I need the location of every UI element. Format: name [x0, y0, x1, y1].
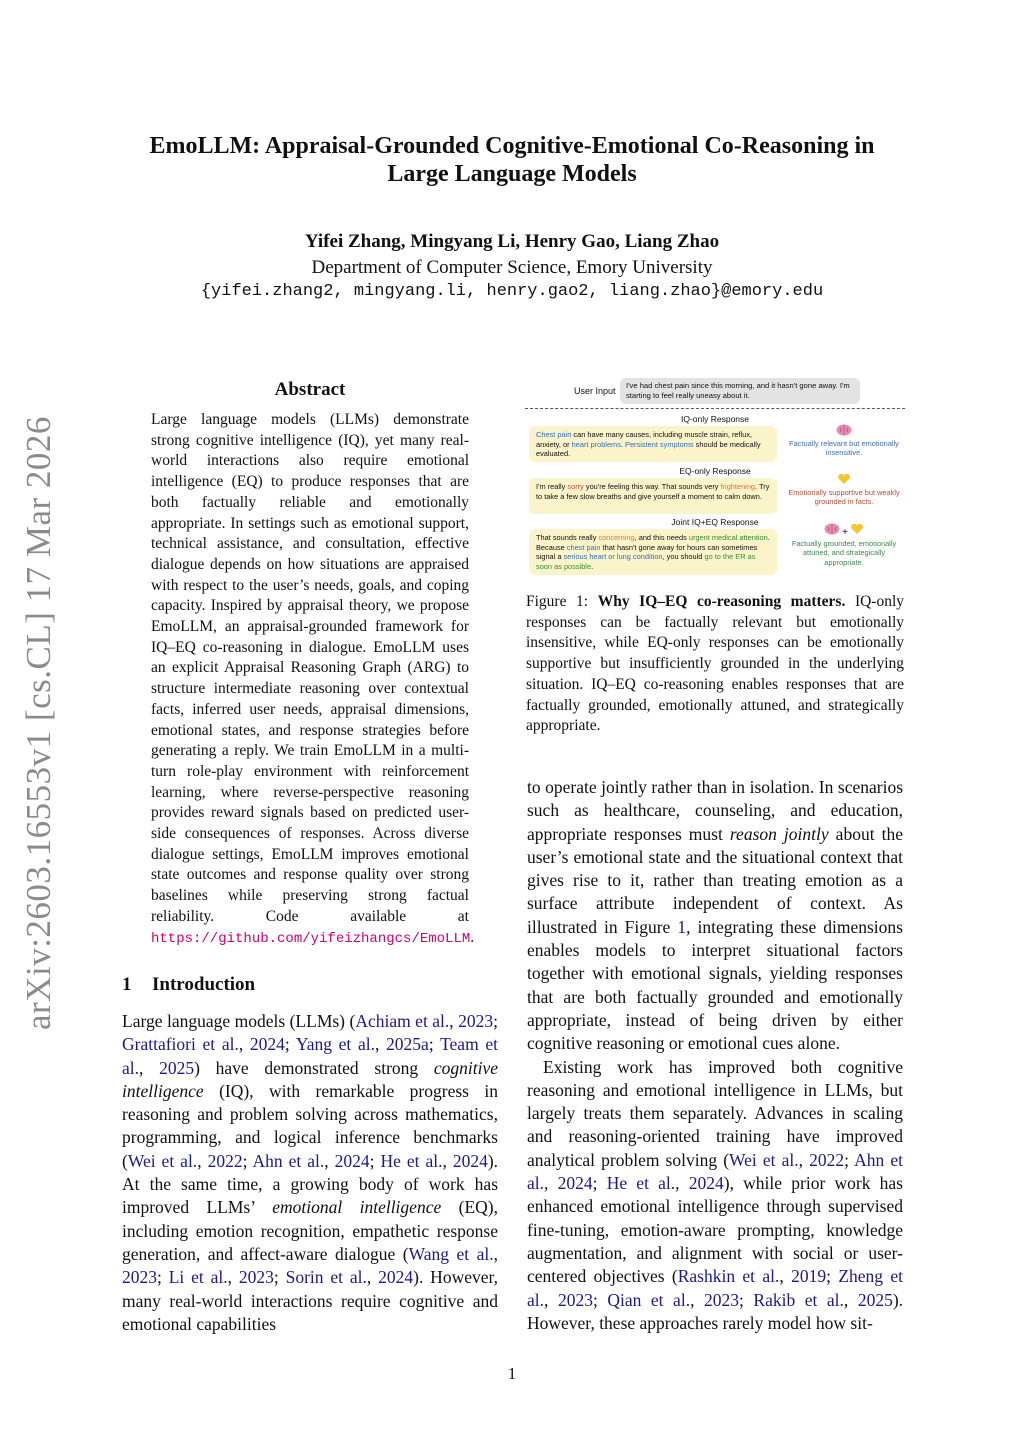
text-run: ; — [844, 1149, 855, 1170]
author-emails: {yifei.zhang2, mingyang.li, henry.gao2, liang.zhao}@emory.edu — [200, 282, 824, 301]
citation-link[interactable]: Rakib et al. — [753, 1289, 844, 1310]
citation-link[interactable]: 2024 — [452, 1150, 488, 1171]
abstract-end: . — [470, 928, 475, 946]
intro-paragraph-2 — [527, 776, 903, 1056]
citation-link[interactable]: 2025a — [386, 1034, 429, 1055]
abstract-text: Large language models (LLMs) demonstrate strong cognitive intelligence (IQ), yet many real-world interactions also require emotional intelligence (EQ) to produce responses that are both factually reliable and emotionally appropriate. In settings such as emotional support, technical assistance, and consultation, effective dialogue depends on how situations are appraised with respect to the user’s needs, goals, and coping capacity. Inspired by appraisal theory, we propose EmoLLM, an appraisal-grounded framework for IQ–EQ co-reasoning in dialogue. EmoLLM uses an explicit Appraisal Reasoning Graph (ARG) to structure intermediate reasoning over contextual facts, inferred user needs, appraisal dimensions, emotional states, and response strategies before generating a reply. We train EmoLLM in a multi-turn role-play environment with reinforcement learning, where reverse-perspective reasoning provides reward signals based on predicted user-side consequences of responses. Across diverse dialogue settings, EmoLLM improves emotional state outcomes and response quality over strong baselines while preserving strong factual reliability. Code available at — [151, 411, 469, 925]
joint-part-0: That sounds really — [536, 533, 599, 542]
text-run: (IQ), with remarkable progress in reasoning and problem solving across mathematics, programming, and logical inference benchmarks ( — [122, 1080, 498, 1171]
citation-link[interactable]: 2023 — [704, 1289, 739, 1310]
iq-part-2: heart problems — [571, 439, 621, 449]
figure-1 — [525, 376, 905, 576]
figure-divider — [525, 408, 905, 409]
text-run: ; — [242, 1150, 253, 1171]
text-run: ; — [826, 1266, 839, 1287]
emphasis-text: emotional intelligence — [272, 1197, 442, 1218]
text-run: Existing work has improved both cognitive reasoning and emotional intelligence in LLMs, but largely treats them separately. Advances in scaling and reasoning-oriented training have improved analytical problem solving ( — [527, 1056, 903, 1170]
author-list: Yifei Zhang, Mingyang Li, Henry Gao, Liang Zhao — [304, 231, 720, 252]
joint-icon-row — [787, 523, 901, 540]
iq-part-3: . — [620, 439, 626, 449]
iq-part-0: Chest pain — [536, 430, 572, 439]
citation-link[interactable]: 2025 — [159, 1057, 195, 1078]
text-run: ). However, many real-world interactions require cognitive and emotional capabilities — [122, 1267, 498, 1334]
citation-link[interactable]: 2024 — [688, 1173, 724, 1194]
citation-link[interactable]: 2023 — [557, 1289, 593, 1310]
text-run: , — [690, 1289, 704, 1310]
text-run: ; — [157, 1267, 169, 1288]
eq-part-2: you're feeling this way. That sounds very — [583, 482, 721, 491]
heart-icon — [837, 473, 851, 485]
joint-part-10: . — [591, 561, 594, 571]
iq-note: Factually relevant but emotionally insensitive. — [789, 439, 899, 458]
citation-link[interactable]: 2019 — [791, 1266, 827, 1287]
text-run: , — [544, 1289, 558, 1310]
citation-link[interactable]: 2024 — [334, 1150, 370, 1171]
text-run: , — [139, 1057, 160, 1078]
citation-link[interactable]: Ahn et al. — [527, 1149, 903, 1194]
citation-link[interactable]: 2023 — [458, 1011, 494, 1031]
text-run: ) have demonstrated strong — [194, 1057, 434, 1078]
arxiv-stamp: arXiv:2603.16553v1 [cs.CL] 17 Mar 2026 — [19, 416, 58, 1030]
joint-part-7: serious heart or lung condition — [563, 552, 663, 562]
citation-link[interactable]: 2024 — [378, 1267, 414, 1288]
citation-link[interactable]: 2024 — [557, 1173, 593, 1194]
iq-icon-row — [787, 424, 901, 439]
title-line-2: Large Language Models — [387, 161, 637, 187]
caption-text: IQ-only responses can be factually relevant but emotionally insensitive, while EQ-only responses can be emotionally supportive but insufficiently grounded in the underlying situation. IQ–EQ co-reasoning enables responses that are factually grounded, emotionally attuned, and strategically appropriate. — [526, 593, 905, 735]
intro-right-column — [527, 776, 903, 1335]
text-run: , — [843, 1289, 858, 1310]
title-line-1: EmoLLM: Appraisal-Grounded Cognitive-Emotional Co-Reasoning in — [149, 133, 875, 159]
citation-link[interactable]: 2025 — [857, 1289, 893, 1310]
citation-link[interactable]: Grattafiori et al. — [122, 1034, 239, 1055]
citation-link[interactable]: Li et al. — [168, 1267, 228, 1288]
text-run: , — [197, 1150, 208, 1171]
intro-left-column — [122, 1010, 498, 1336]
emphasis-text: cognitive intelligence — [122, 1057, 499, 1101]
text-run: ). At the same time, a growing body of work has improved LLMs’ — [122, 1150, 499, 1218]
text-run: , — [227, 1267, 239, 1288]
text-run: ; — [369, 1150, 381, 1171]
abstract-body — [151, 410, 475, 949]
citation-link[interactable]: He et al. — [606, 1173, 676, 1194]
user-input-label: User Input — [574, 386, 616, 396]
text-run: ), while prior work has enhanced emotional intelligence through supervised fine-tuning, emotion-aware prompting, knowledge augmentation, and alignment with social or user-centered objectives ( — [527, 1173, 903, 1287]
joint-part-3: urgent medical attention — [688, 533, 768, 542]
plus-sign: + — [842, 527, 848, 538]
joint-note: Factually grounded, emotionally attuned, and strategically appropriate. — [791, 539, 897, 567]
caption-bold: Why IQ–EQ co-reasoning matters. — [597, 593, 846, 610]
figure-1-caption — [526, 592, 904, 737]
citation-link[interactable]: 1 — [677, 916, 687, 937]
iq-part-5: should be medically evaluated. — [536, 439, 761, 459]
eq-icon-row — [787, 473, 901, 488]
text-run: about the user’s emotional state and the situational context that gives rise to it, rather than treating emotion as a surface attribute independent of context. As illustrated in Figure — [527, 823, 903, 937]
text-run: , — [675, 1173, 689, 1194]
citation-link[interactable]: Wei et al. — [127, 1150, 198, 1171]
iq-part-1: can have many causes, including muscle strain, reflux, anxiety, or — [536, 430, 753, 449]
joint-part-4: . Because — [536, 533, 770, 552]
citation-link[interactable]: 2024 — [249, 1034, 285, 1055]
joint-part-8: , you should — [662, 552, 705, 562]
eq-note: Emotionally supportive but weakly grounded in facts. — [788, 488, 900, 507]
text-run: , — [366, 1267, 379, 1288]
text-run: , — [544, 1173, 558, 1194]
caption-label: Figure 1: — [526, 593, 589, 610]
eq-part-0: I'm really — [536, 482, 568, 491]
section-title: Introduction — [152, 974, 256, 995]
text-run: ; — [493, 1011, 498, 1031]
paper-title — [80, 132, 944, 188]
heart-icon — [850, 523, 864, 535]
abstract-heading: Abstract — [274, 379, 346, 400]
intro-paragraph-1 — [122, 1010, 498, 1336]
eq-response-title: EQ-only Response — [679, 466, 751, 476]
text-run: ; — [592, 1173, 607, 1194]
text-run: , — [449, 1011, 459, 1031]
text-run: ; — [592, 1289, 608, 1310]
section-number: 1 — [122, 974, 132, 995]
text-run: Large language models (LLMs) ( — [122, 1011, 356, 1031]
text-run: , — [238, 1034, 250, 1055]
text-run: , — [324, 1150, 335, 1171]
citation-link[interactable]: Ahn et al. — [252, 1150, 325, 1171]
citation-link[interactable]: Qian et al. — [607, 1289, 691, 1310]
joint-response-title: Joint IQ+EQ Response — [671, 517, 759, 527]
text-run: ; — [428, 1034, 441, 1055]
iq-part-4: Persistent symptoms — [625, 439, 694, 449]
eq-part-3: frightening — [720, 482, 756, 491]
text-run: ; — [273, 1267, 286, 1288]
text-run: (EQ), including emotion recognition, empathetic response generation, and affect-aware dialogue ( — [122, 1197, 499, 1264]
text-run: , integrating these dimensions enables models to interpret situational factors together with emotional signals, yielding responses that are both factually grounded and emotionally appropriate, instead of being driven by either cognitive reasoning or emotional cues alone. — [527, 916, 903, 1054]
text-run: , — [779, 1266, 792, 1287]
citation-link[interactable]: Rashkin et al. — [677, 1266, 780, 1287]
eq-response-box — [529, 478, 777, 514]
joint-part-6: that hasn't gone away for hours can sometimes signal a — [536, 542, 758, 562]
joint-part-2: , and this needs — [634, 533, 689, 542]
emphasis-text: reason jointly — [729, 823, 829, 844]
iq-response-title: IQ-only Response — [680, 414, 750, 424]
text-run: , — [374, 1034, 387, 1055]
joint-part-1: concerning — [598, 533, 635, 542]
citation-link[interactable]: Zheng et al. — [527, 1266, 903, 1310]
eq-part-4: . Try to take a few slow breaths and give yourself a moment to calm down. — [536, 482, 770, 501]
citation-link[interactable]: Wang et al. — [408, 1243, 494, 1264]
citation-link[interactable]: 2022 — [207, 1150, 243, 1171]
citation-link[interactable]: 2023 — [122, 1267, 157, 1288]
brain-icon — [836, 424, 852, 436]
citation-link[interactable]: He et al. — [380, 1150, 443, 1171]
user-input-bubble: I've had chest pain since this morning, and it hasn't gone away. I'm starting to feel really uneasy about it. — [620, 378, 860, 404]
text-run: to operate jointly rather than in isolation. In scenarios such as healthcare, counseling, and education, appropriate responses must — [527, 777, 903, 844]
eq-part-1: sorry — [567, 482, 584, 491]
citation-link[interactable]: 2023 — [238, 1267, 274, 1288]
joint-part-9: go to the ER as soon as possible — [536, 552, 756, 571]
citation-link[interactable]: Yang et al. — [295, 1034, 375, 1055]
text-run: ). However, these approaches rarely model how sit- — [527, 1289, 904, 1333]
joint-response-box — [529, 529, 777, 575]
citation-link[interactable]: Team et al. — [122, 1034, 498, 1078]
citation-link[interactable]: 2022 — [809, 1149, 845, 1170]
iq-response-box — [529, 426, 777, 462]
citation-link[interactable]: Achiam et al. — [355, 1011, 450, 1031]
joint-part-5: chest pain — [566, 542, 601, 552]
affiliation: Department of Computer Science, Emory University — [311, 257, 713, 278]
citation-link[interactable]: Sorin et al. — [285, 1267, 367, 1288]
text-run: ; — [739, 1289, 754, 1310]
section-heading-introduction — [122, 973, 255, 997]
text-run: , — [798, 1149, 810, 1170]
text-run: ; — [284, 1034, 296, 1055]
citation-link[interactable]: Wei et al. — [729, 1149, 799, 1170]
brain-icon — [824, 523, 840, 535]
intro-paragraph-3 — [527, 1056, 903, 1336]
text-run: , — [442, 1150, 453, 1171]
page-number: 1 — [507, 1364, 517, 1383]
text-run: , — [493, 1243, 498, 1264]
code-url-link[interactable]: https://github.com/yifeizhangcs/EmoLLM — [151, 930, 471, 947]
